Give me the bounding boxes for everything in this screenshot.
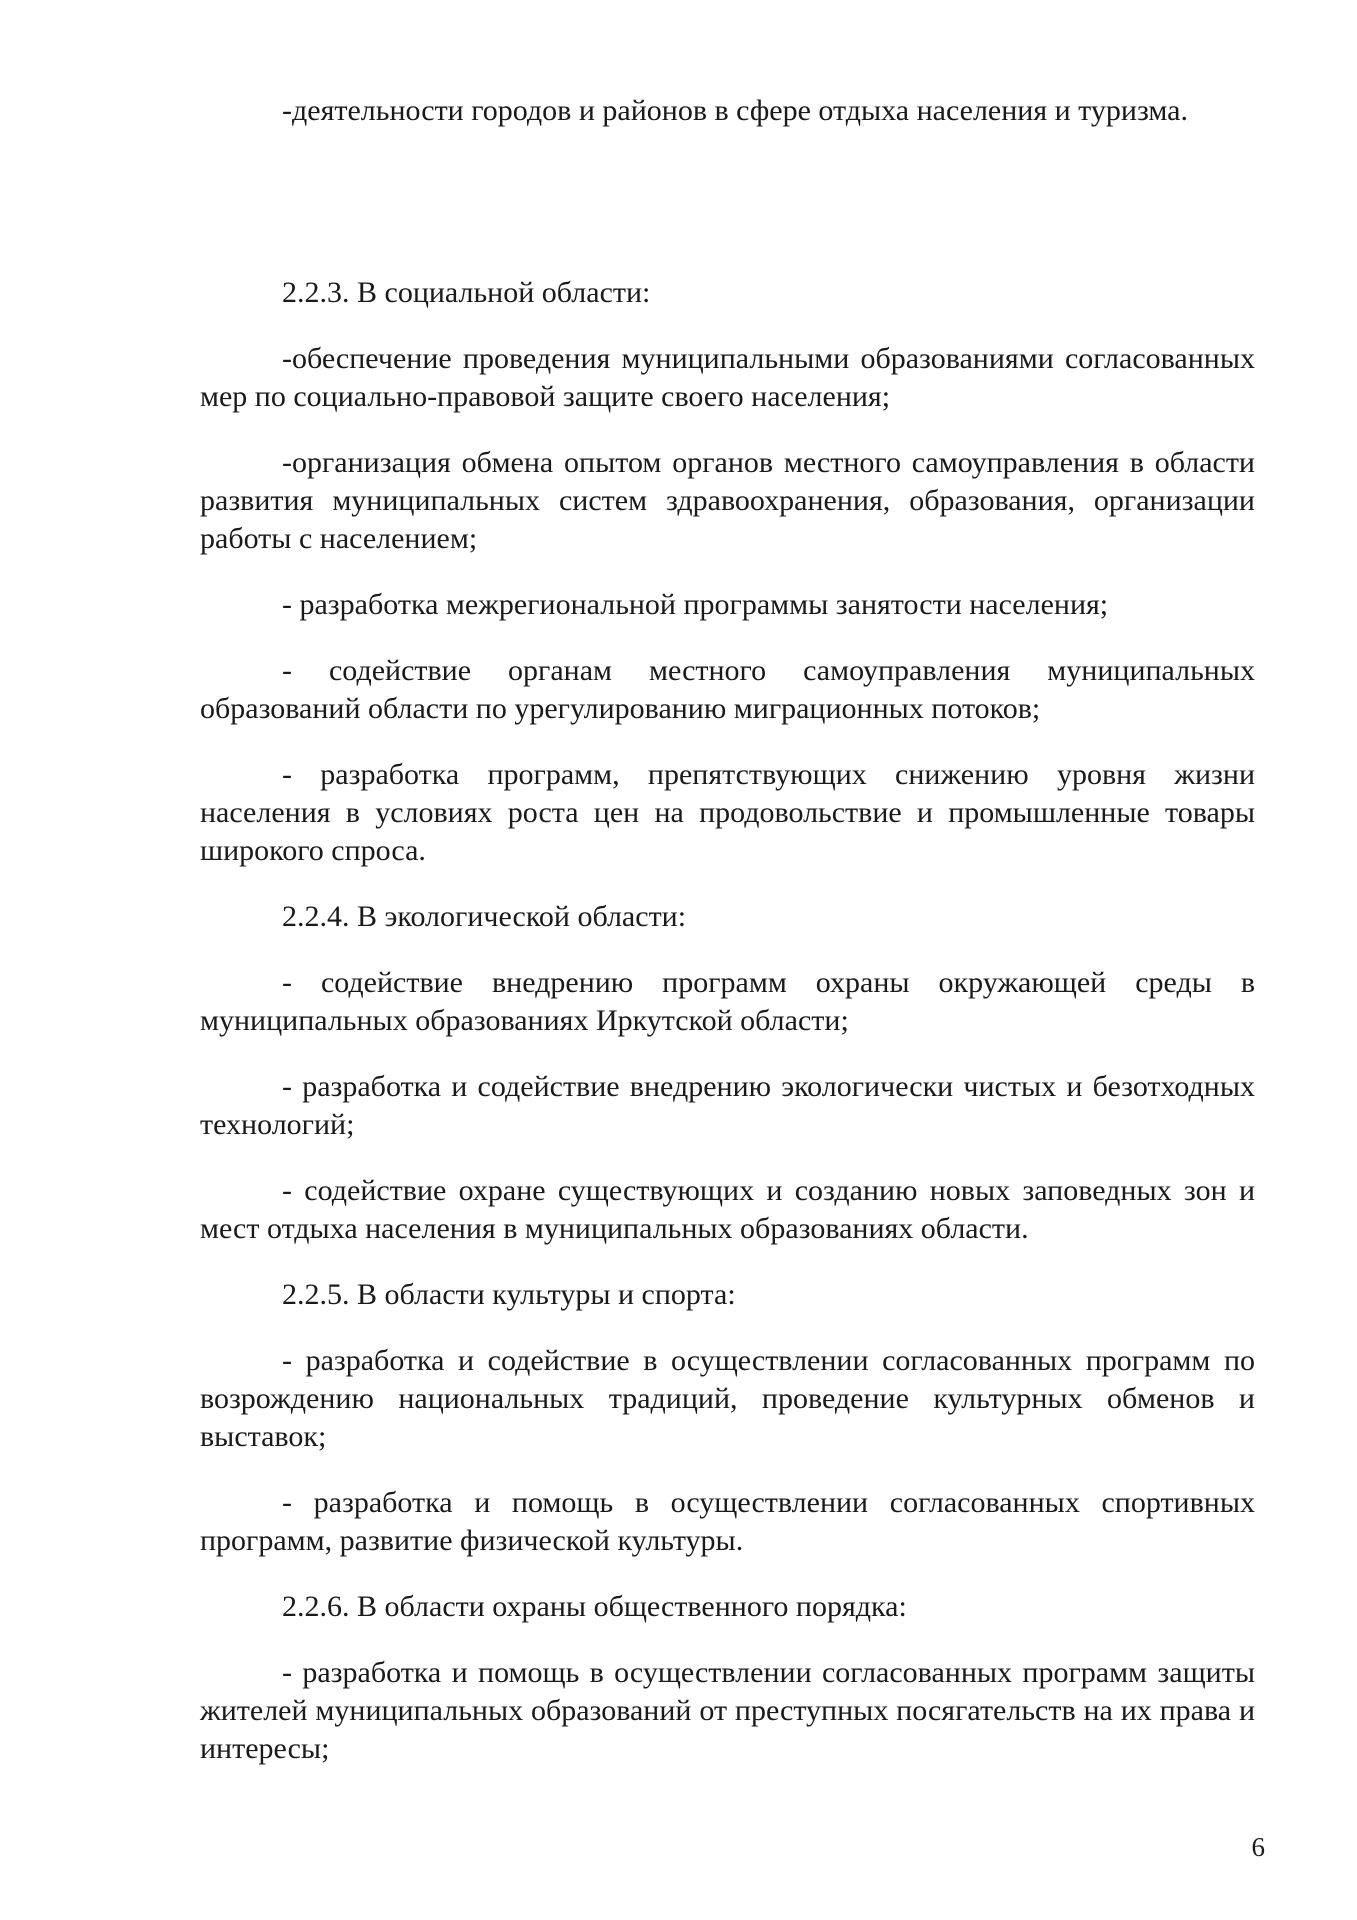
list-item: - содействие внедрению программ охраны окружающей среды в муниципальных образованиях Иркутской области; [200, 966, 1255, 1037]
section-gap [200, 130, 1255, 274]
list-item: - разработка и содействие внедрению экологически чистых и безотходных технологий; [200, 1070, 1255, 1141]
list-item: -обеспечение проведения муниципальными образованиями согласованных мер по социально-правовой защите своего населения; [200, 342, 1255, 413]
list-item: -деятельности городов и районов в сфере отдыха населения и туризма. [282, 94, 1188, 127]
section-heading: 2.2.4. В экологической области: [282, 900, 687, 933]
section-heading: 2.2.3. В социальной области: [282, 276, 651, 309]
list-item: - разработка и содействие в осуществлении согласованных программ по возрождению национальных традиций, проведение культурных обменов и выставок; [200, 1344, 1255, 1453]
document-body [200, 92, 1255, 1796]
list-item: - разработка межрегиональной программы занятости населения; [282, 588, 1109, 621]
list-item: - содействие органам местного самоуправления муниципальных образований области по урегулированию миграционных потоков; [200, 654, 1255, 725]
list-item: - разработка программ, препятствующих снижению уровня жизни населения в условиях роста цен на продовольствие и промышленные товары широкого спроса. [200, 758, 1255, 867]
list-item: -организация обмена опытом органов местного самоуправления в области развития муниципальных систем здравоохранения, образования, организации работы с населением; [200, 446, 1255, 555]
list-item: - разработка и помощь в осуществлении согласованных программ защиты жителей муниципальных образований от преступных посягательств на их права и интересы; [200, 1656, 1255, 1765]
page-number: 6 [1251, 1832, 1265, 1862]
section-heading: 2.2.6. В области охраны общественного порядка: [282, 1590, 907, 1623]
list-item: - разработка и помощь в осуществлении согласованных спортивных программ, развитие физической культуры. [200, 1486, 1255, 1557]
section-heading: 2.2.5. В области культуры и спорта: [282, 1278, 736, 1311]
list-item: - содействие охране существующих и созданию новых заповедных зон и мест отдыха населения в муниципальных образованиях области. [200, 1174, 1255, 1245]
